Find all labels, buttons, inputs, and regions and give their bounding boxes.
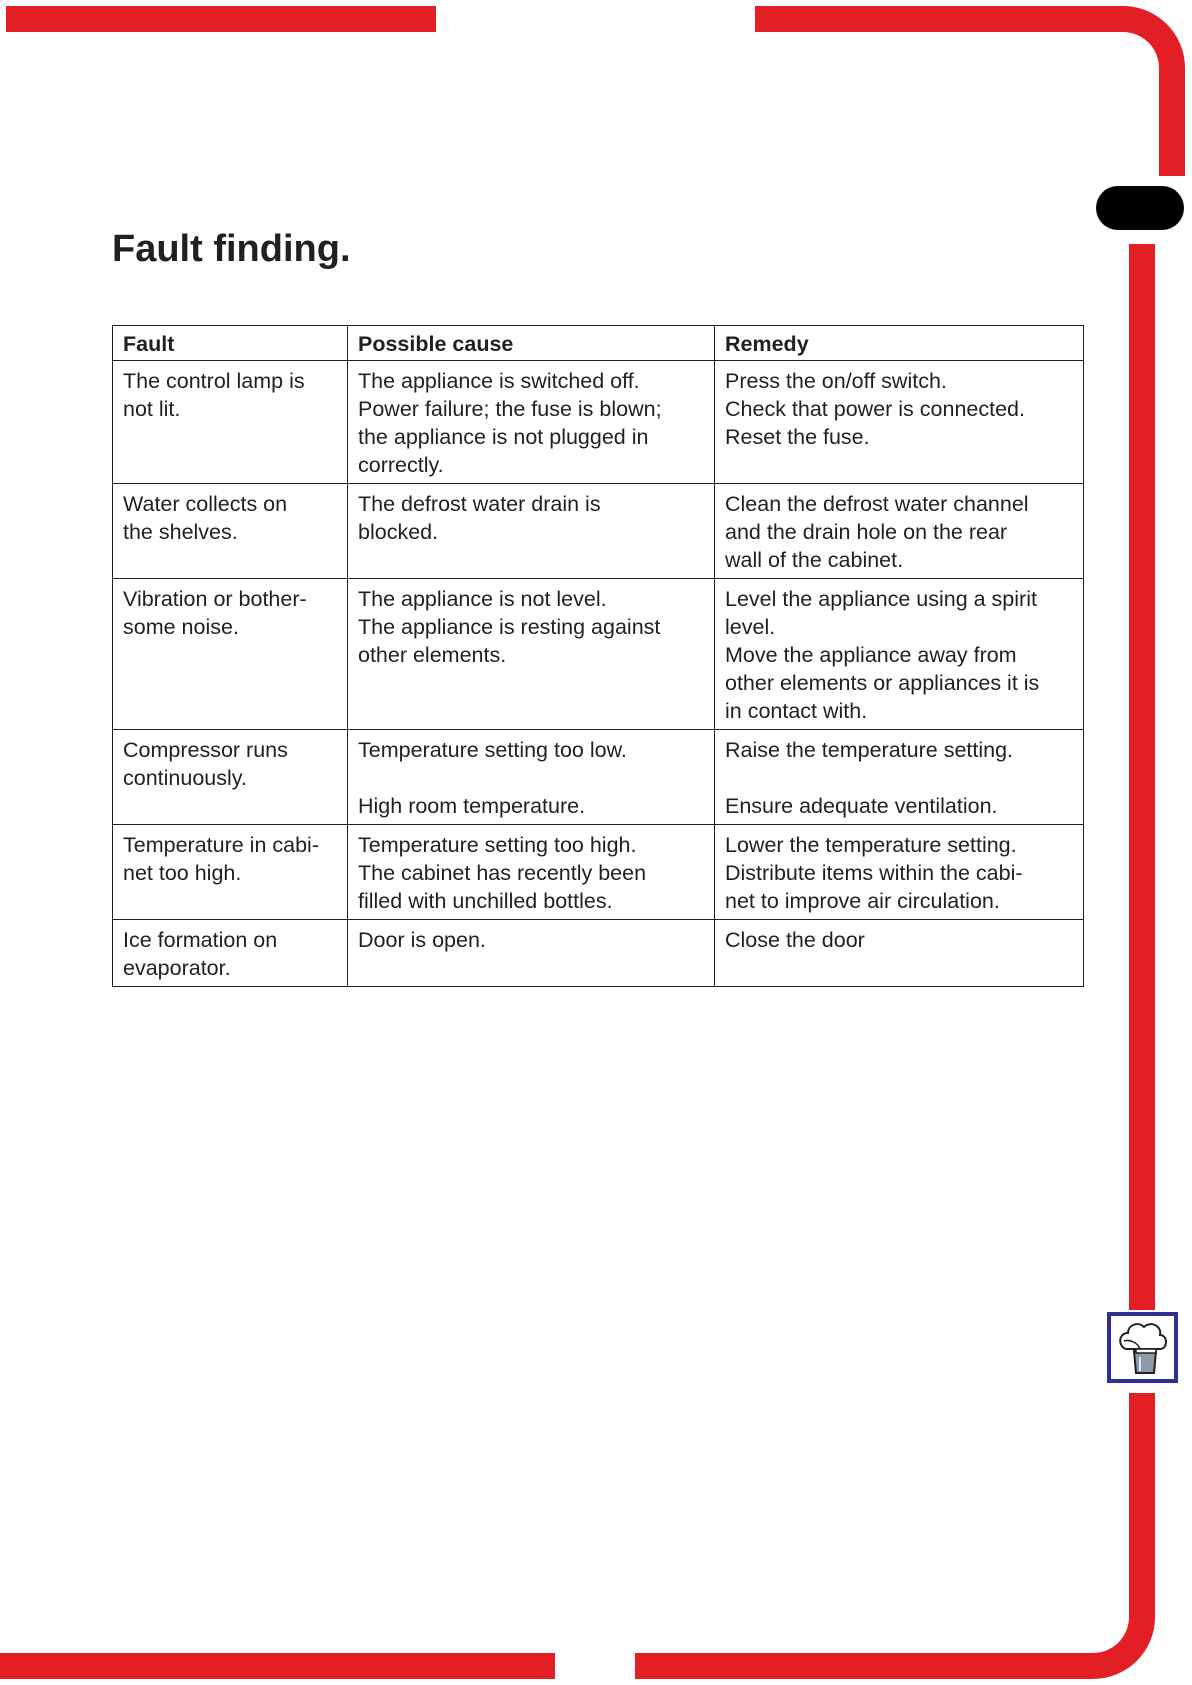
cause-cell: Door is open. [348,920,715,987]
table-row [113,484,1084,579]
cause-cell: The defrost water drain is blocked. [348,484,715,579]
frame-bar-bottom-left [0,1653,555,1679]
header-remedy: Remedy [715,326,1084,361]
fault-cell: Ice formation on evaporator. [113,920,348,987]
frame-bar-top-left [6,6,436,32]
cause-cell: The appliance is not level. The appliance is resting against other elements. [348,579,715,730]
chef-hat-icon-box [1107,1312,1178,1383]
cause-cell: Temperature setting too high. The cabinet has recently been filled with unchilled bottles. [348,825,715,920]
remedy-cell: Raise the temperature setting. Ensure adequate ventilation. [715,730,1084,825]
table-row [113,730,1084,825]
header-fault: Fault [113,326,348,361]
fault-cell: Water collects on the shelves. [113,484,348,579]
frame-corner-bottom-right [635,1393,1155,1679]
table-row [113,579,1084,730]
cause-cell: The appliance is switched off. Power failure; the fuse is blown; the appliance is not plugged in correctly. [348,361,715,484]
fault-cell: The control lamp is not lit. [113,361,348,484]
fault-cell: Compressor runs continuously. [113,730,348,825]
page-title: Fault finding. [112,228,351,270]
fault-finding-table [112,325,1084,987]
table-row [113,920,1084,987]
header-possible-cause: Possible cause [348,326,715,361]
section-tab [1096,186,1184,230]
table-row [113,825,1084,920]
fault-cell: Temperature in cabi- net too high. [113,825,348,920]
table-header-row [113,326,1084,361]
chef-hat-icon [1116,1319,1170,1377]
table-row [113,361,1084,484]
frame-bar-right [1129,244,1155,1310]
remedy-cell: Close the door [715,920,1084,987]
cause-cell: Temperature setting too low. High room temperature. [348,730,715,825]
remedy-cell: Clean the defrost water channel and the drain hole on the rear wall of the cabinet. [715,484,1084,579]
frame-corner-top-right [755,6,1185,176]
fault-cell: Vibration or bother- some noise. [113,579,348,730]
remedy-cell: Level the appliance using a spirit level. Move the appliance away from other elements or appliances it is in contact with. [715,579,1084,730]
remedy-cell: Press the on/off switch. Check that power is connected. Reset the fuse. [715,361,1084,484]
remedy-cell: Lower the temperature setting. Distribute items within the cabi- net to improve air circulation. [715,825,1084,920]
